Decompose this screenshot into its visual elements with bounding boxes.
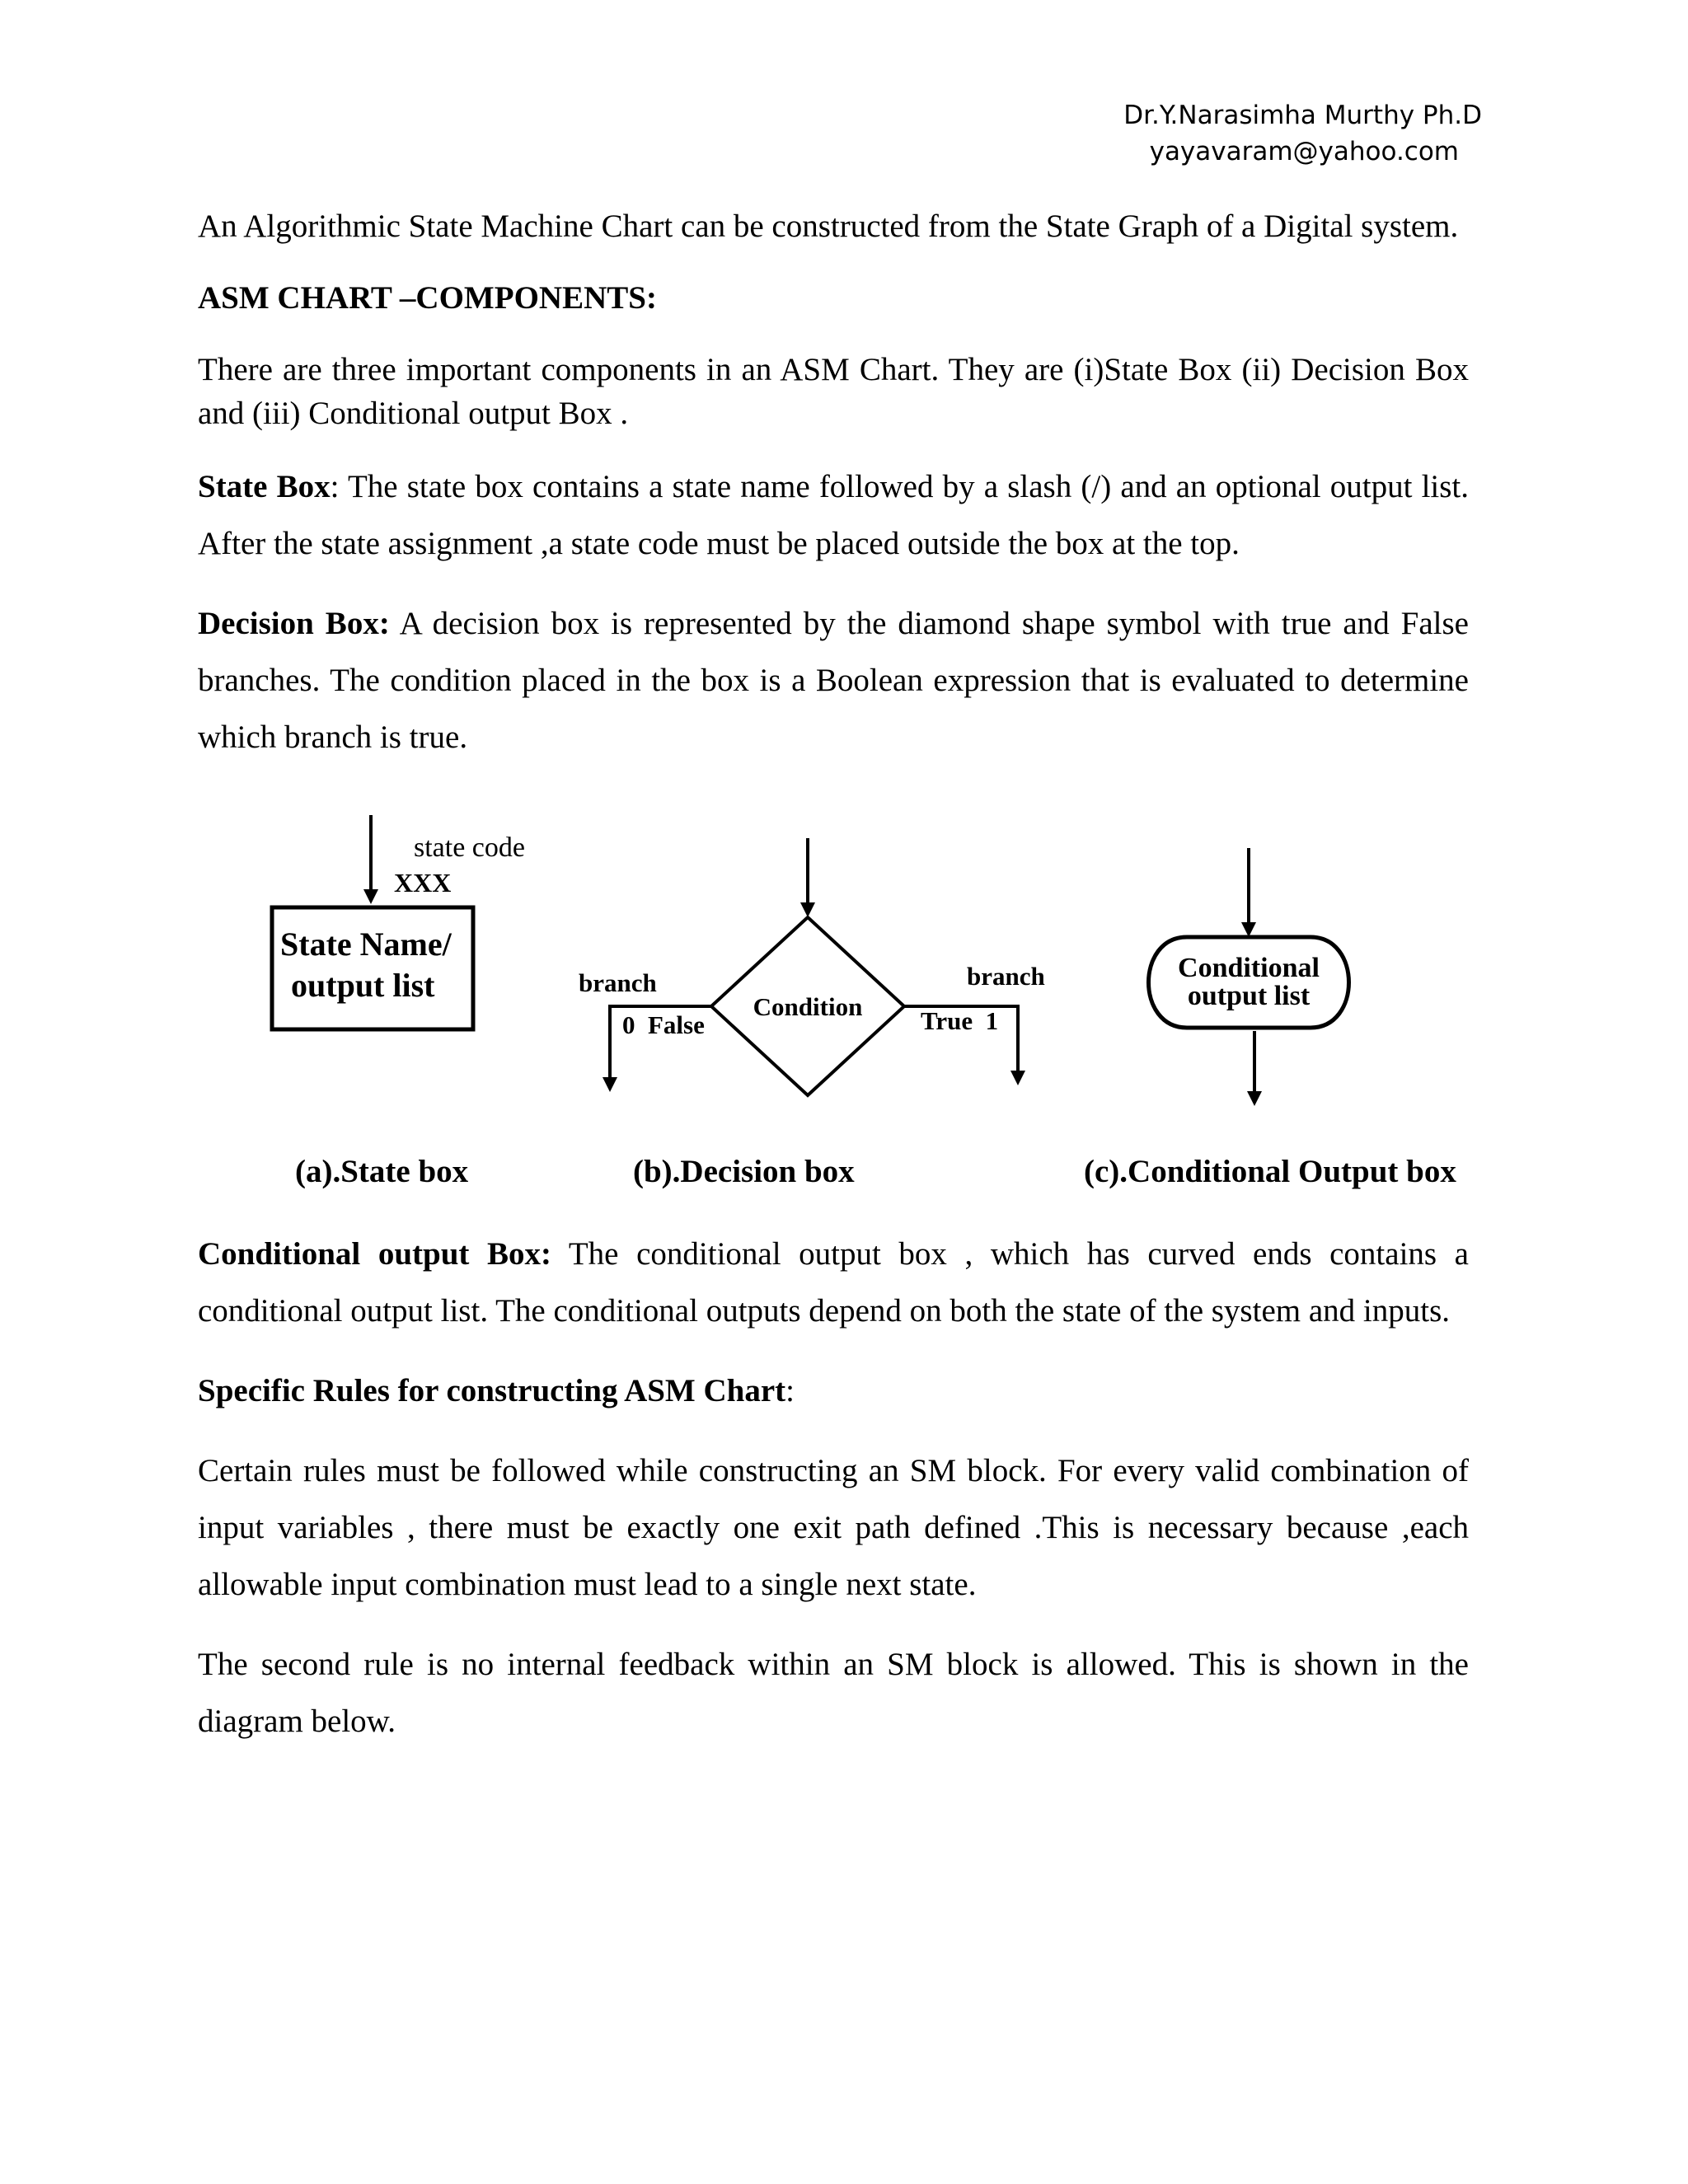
false-branch-label: branch <box>579 968 657 997</box>
state-box-symbol <box>272 815 525 1029</box>
asm-components-diagram <box>198 807 1469 1145</box>
conditional-exit-arrowhead <box>1247 1091 1262 1106</box>
rules-heading-colon: : <box>785 1373 795 1408</box>
state-name-line1: State Name/ <box>280 926 452 963</box>
state-box-term: State Box <box>198 469 331 504</box>
figure-captions <box>198 1153 1469 1202</box>
rule2-paragraph: The second rule is no internal feedback within an SM block is allowed. This is shown in the diagram below. <box>198 1647 1469 1739</box>
decision-condition-label: Condition <box>753 992 863 1021</box>
asm-components-figure <box>198 807 1469 1145</box>
document-body <box>198 204 1469 1750</box>
caption-decision-box: (b).Decision box <box>633 1154 855 1189</box>
decision-box-text: A decision box is represented by the diamond shape symbol with true and False branches. The condition placed in the box is a Boolean expression that is evaluated to determine which branch is true. <box>198 606 1469 755</box>
conditional-output-paragraph <box>198 1226 1469 1339</box>
conditional-output-term: Conditional output Box: <box>198 1236 551 1272</box>
conditional-line2: output list <box>1187 981 1311 1011</box>
true-branch-value: True 1 <box>921 1006 999 1035</box>
state-code-label: state code <box>414 832 525 863</box>
decision-box-term: Decision Box: <box>198 606 390 641</box>
conditional-output-text: The conditional output box , which has curved ends contains a conditional output list. The conditional outputs depend on both the state of the system and inputs. <box>198 1236 1469 1329</box>
rules-heading-text: Specific Rules for constructing ASM Chart <box>198 1373 786 1408</box>
intro-paragraph: An Algorithmic State Machine Chart can be constructed from the State Graph of a Digital system. <box>198 209 1459 244</box>
page-header <box>1123 97 1482 170</box>
state-name-line2: output list <box>291 967 435 1004</box>
true-branch-label: branch <box>967 962 1045 991</box>
author-name: Dr.Y.Narasimha Murthy Ph.D <box>1123 101 1482 130</box>
components-heading: ASM CHART –COMPONENTS: <box>198 280 657 316</box>
caption-conditional-output-box: (c).Conditional Output box <box>1084 1154 1456 1189</box>
author-email: yayavaram@yahoo.com <box>1149 137 1459 166</box>
state-entry-arrowhead <box>363 889 378 904</box>
state-box-text: : The state box contains a state name followed by a slash (/) and an optional output list. After the state assignment ,a state code must be placed outside the box at the top. <box>198 469 1469 561</box>
decision-box-paragraph <box>198 595 1469 766</box>
rule1-paragraph: Certain rules must be followed while constructing an SM block. For every valid combination of input variables , there must be exactly one exit path defined .This is necessary because ,each allowable input combination must lead to a single next state. <box>198 1453 1469 1602</box>
caption-state-box: (a).State box <box>295 1154 469 1189</box>
conditional-output-symbol <box>1149 848 1349 1106</box>
components-paragraph: There are three important components in an ASM Chart. They are (i)State Box (ii) Decision Box and (iii) Conditional output Box . <box>198 352 1469 431</box>
conditional-entry-arrowhead <box>1241 922 1256 937</box>
false-branch-value: 0 False <box>622 1010 705 1039</box>
true-branch-arrowhead <box>1010 1071 1025 1085</box>
rules-heading <box>198 1362 1469 1419</box>
state-box-paragraph <box>198 458 1469 572</box>
state-code-value: XXX <box>394 868 452 898</box>
decision-box-symbol <box>579 838 1045 1095</box>
conditional-line1: Conditional <box>1178 953 1320 983</box>
false-branch-arrowhead <box>603 1077 617 1092</box>
